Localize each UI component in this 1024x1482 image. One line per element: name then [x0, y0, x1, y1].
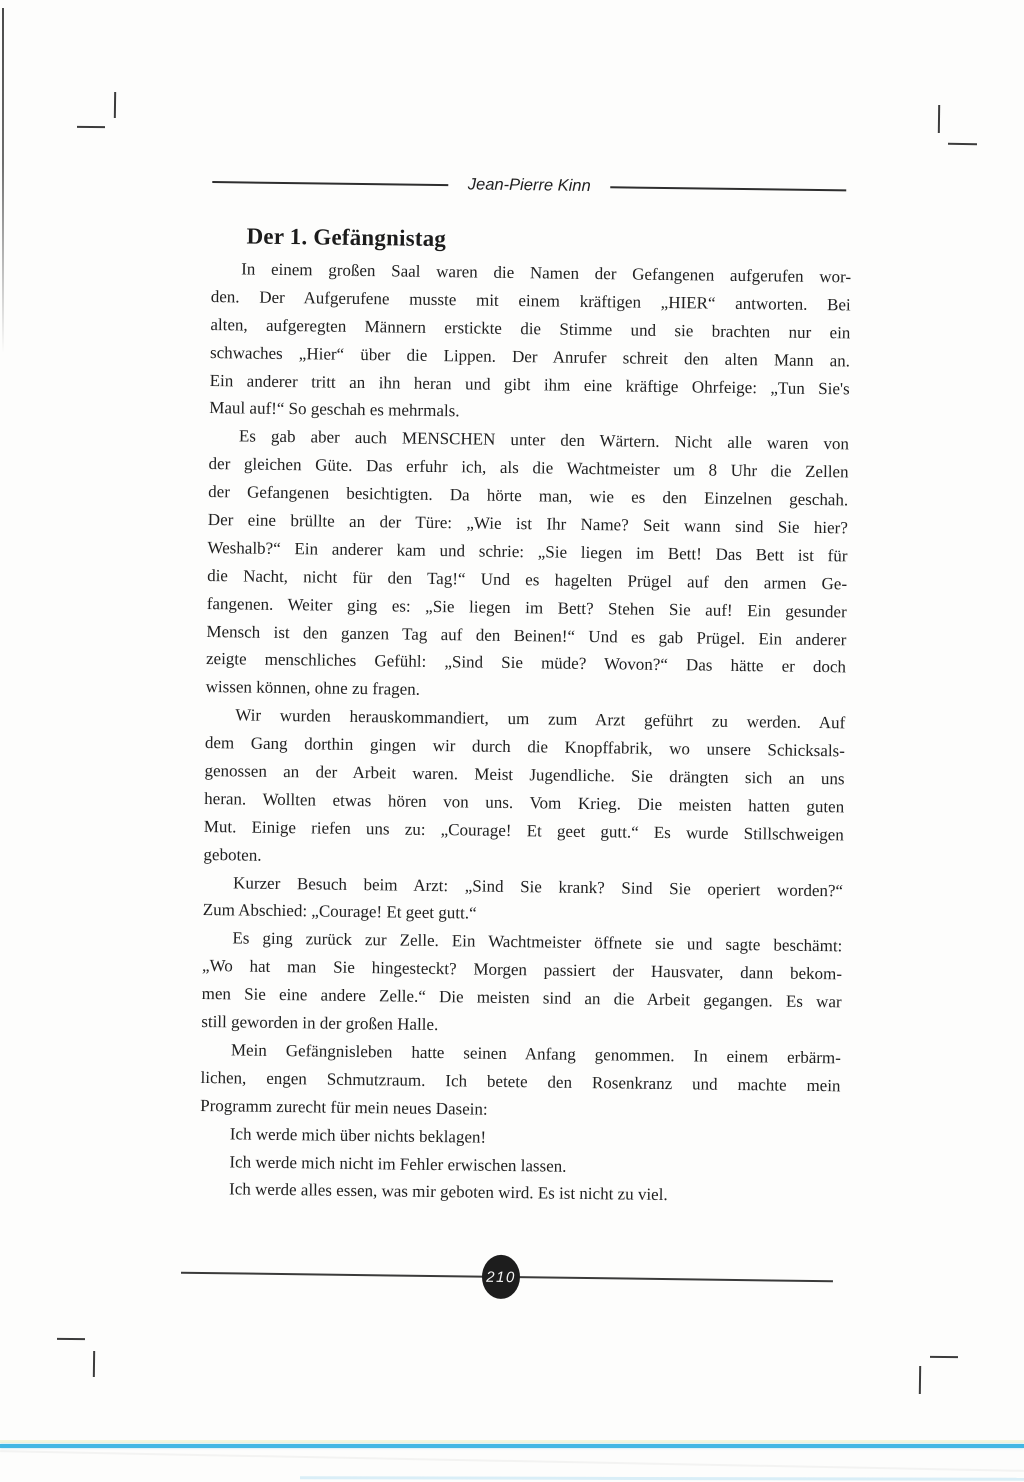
bottom-pale-edge-line	[0, 1440, 1024, 1443]
header-rule-left	[212, 181, 448, 186]
text-line: heran. Wollten etwas hören von uns. Vom Krieg. Die meisten hatten guten	[204, 788, 845, 817]
text-line: Kurzer Besuch beim Arzt: „Sind Sie krank? Sind Sie operiert worden?“	[233, 872, 844, 900]
text-line: der Gefangenen besichtigten. Da hörte man, wie es den Einzelnen geschah.	[208, 482, 849, 510]
page-number-badge	[482, 1255, 521, 1299]
text-line: Weshalb?“ Ein anderer kam und schrie: „Sie liegen im Bett! Das Bett ist für	[207, 537, 848, 566]
text-line: den. Der Aufgerufene musste mit einem kräftigen „HIER“ antworten. Bei	[210, 286, 851, 315]
text-line: zeigte menschliches Gefühl: „Sind Sie müde? Wovon?“ Das hätte er doch	[205, 649, 847, 677]
text-line: Wir wurden herauskommandiert, um zum Arzt geführt zu werden. Auf	[235, 705, 846, 733]
text-line: fangenen. Weiter ging es: „Sie liegen im Bett? Stehen Sie auf! Ein gesunder	[206, 593, 847, 622]
text-line: Ich werde mich nicht im Fehler erwischen lassen.	[229, 1151, 567, 1176]
text-line: still geworden in der großen Halle.	[201, 1012, 439, 1035]
text-line: Ein anderer tritt an ihn heran und gibt ihm eine kräftige Ohrfeige: „Tun Sie's	[209, 370, 850, 398]
paragraph	[209, 255, 851, 431]
paragraph	[205, 422, 849, 709]
text-line: alten, aufgeregten Männern erstickte die Stimme und sie brachten nur ein	[210, 314, 851, 343]
text-line: lichen, engen Schmutzraum. Ich betete den Rosenkranz und machte mein	[200, 1067, 841, 1096]
header-rule-right	[611, 186, 847, 191]
text-line: Ich werde alles essen, was mir geboten wird. Es ist nicht zu viel.	[228, 1179, 668, 1205]
text-line: Mensch ist den ganzen Tag auf den Beinen!“ Und es gab Prügel. Ein anderer	[206, 621, 847, 649]
text-line: Mut. Einige riefen uns zu: „Courage! Et geet gutt.“ Es wurde Stillschweigen	[203, 816, 844, 845]
chapter-title: Der 1. Gefängnistag	[246, 223, 447, 252]
text-line: men Sie eine andere Zelle.“ Die meisten sind an die Arbeit gegangen. Es war	[201, 984, 842, 1012]
crop-mark-bottom-right-h	[930, 1356, 958, 1358]
text-line: Es ging zurück zur Zelle. Ein Wachtmeister öffnete sie und sagte beschämt:	[232, 928, 843, 956]
bottom-cyan-stripe	[0, 1444, 1024, 1448]
paragraph	[203, 869, 844, 933]
paragraph	[203, 701, 845, 877]
text-line: geboten.	[203, 844, 262, 865]
text-line: Zum Abschied: „Courage! Et geet gutt.“	[202, 900, 477, 924]
crop-mark-bottom-left-v	[93, 1351, 95, 1377]
text-line: Es gab aber auch MENSCHEN unter den Wärtern. Nicht alle waren von	[238, 426, 850, 454]
page-footer	[181, 1251, 834, 1304]
body-text	[199, 255, 851, 1212]
text-line: Ich werde mich über nichts beklagen!	[229, 1123, 487, 1147]
text-line: wissen können, ohne zu fragen.	[205, 677, 421, 700]
text-line: In einem großen Saal waren die Namen der Gefangenen aufgerufen wor-	[241, 259, 852, 287]
text-line: der gleichen Güte. Das erfuhr ich, als die Wachtmeister um 8 Uhr die Zellen	[208, 454, 849, 482]
running-header	[212, 172, 846, 199]
text-line: „Wo hat man Sie hingesteckt? Morgen passiert der Hausvater, dann bekom-	[201, 956, 843, 984]
crop-mark-bottom-left-h	[57, 1338, 85, 1340]
text-line: die Nacht, nicht für den Tag!“ Und es hagelten Prügel auf den armen Ge-	[207, 565, 848, 594]
page-number: 210	[486, 1268, 516, 1286]
text-line: dem Gang dorthin gingen wir durch die Knopffabrik, wo unsere Schicksals-	[204, 733, 846, 761]
text-line: genossen an der Arbeit waren. Meist Jugendliche. Sie drängten sich an uns	[204, 761, 845, 789]
scanner-edge-artifact	[2, 8, 4, 353]
text-line: Mein Gefängnisleben hatte seinen Anfang genommen. In einem erbärm-	[230, 1040, 842, 1068]
paragraph	[201, 924, 842, 1044]
paragraph	[200, 1036, 841, 1128]
author-name: Jean-Pierre Kinn	[467, 175, 591, 195]
crop-mark-top-left-h	[77, 126, 105, 128]
text-line: Programm zurecht für mein neues Dasein:	[200, 1095, 488, 1119]
text-line: Maul auf!“ So geschah es mehrmals.	[209, 398, 460, 421]
text-line: schwaches „Hier“ über die Lippen. Der Anrufer schreit den alten Mann an.	[209, 342, 851, 371]
crop-mark-top-left-v	[114, 92, 116, 118]
text-line: Der eine brüllte an der Türe: „Wie ist Ihr Name? Seit wann sind Sie hier?	[207, 510, 848, 538]
